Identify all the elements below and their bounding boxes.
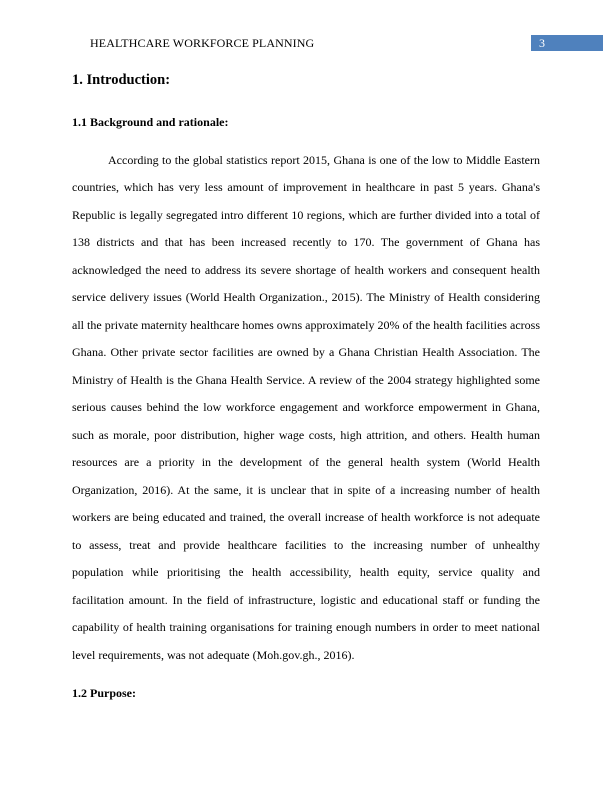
paragraph-line: all the private maternity healthcare homes owns approximately 20% of the health facilities across [72,318,540,332]
section-heading-introduction: 1. Introduction: [72,72,171,88]
subsection-heading-background: 1.1 Background and rationale: [72,115,229,129]
subsection-heading-purpose: 1.2 Purpose: [72,686,136,700]
paragraph-line: service delivery issues (World Health Organization., 2015). The Ministry of Health considering [72,290,540,304]
paragraph-line: countries, which has very less amount of improvement in healthcare in past 5 years. Ghana's [72,180,540,194]
paragraph-line: resources are a priority in the development of the general health system (World Health [72,455,540,469]
paragraph-line: acknowledged the need to address its severe shortage of health workers and consequent health [72,263,540,277]
paragraph-line: level requirements, was not adequate (Moh.gov.gh., 2016). [72,648,355,662]
paragraph-line: workers are being educated and trained, the overall increase of health workforce is not adequate [72,510,540,524]
running-header-title: HEALTHCARE WORKFORCE PLANNING [90,36,315,50]
paragraph-line: to assess, treat and provide healthcare facilities to the increasing number of unhealthy [72,538,540,552]
paragraph-line: serious causes behind the low workforce engagement and workforce empowerment in Ghana, [72,400,540,414]
paragraph-line: such as morale, poor distribution, higher wage costs, high attrition, and others. Health human [72,428,540,442]
paragraph-line: Organization, 2016). At the same, it is unclear that in spite of a increasing number of health [72,483,540,497]
page-number-badge [531,35,603,51]
paragraph-line: facilitation amount. In the field of infrastructure, logistic and educational staff or funding the [72,593,540,607]
paragraph-line: Ghana. Other private sector facilities are owned by a Ghana Christian Health Association. The [72,345,540,359]
paragraph-line: Ministry of Health is the Ghana Health Service. A review of the 2004 strategy highlighted some [72,373,540,387]
paragraph-line: capability of health training organisations for training enough numbers in order to meet national [72,620,540,634]
paragraph-line: population while prioritising the health accessibility, health equity, service quality and [72,565,540,579]
paragraph-line: Republic is legally segregated intro different 10 regions, which are further divided into a total of [72,208,540,222]
paragraph-line: 138 districts and that has been increased recently to 170. The government of Ghana has [72,235,540,249]
paragraph-line: According to the global statistics report 2015, Ghana is one of the low to Middle Eastern [108,153,540,167]
page-number: 3 [539,36,545,50]
